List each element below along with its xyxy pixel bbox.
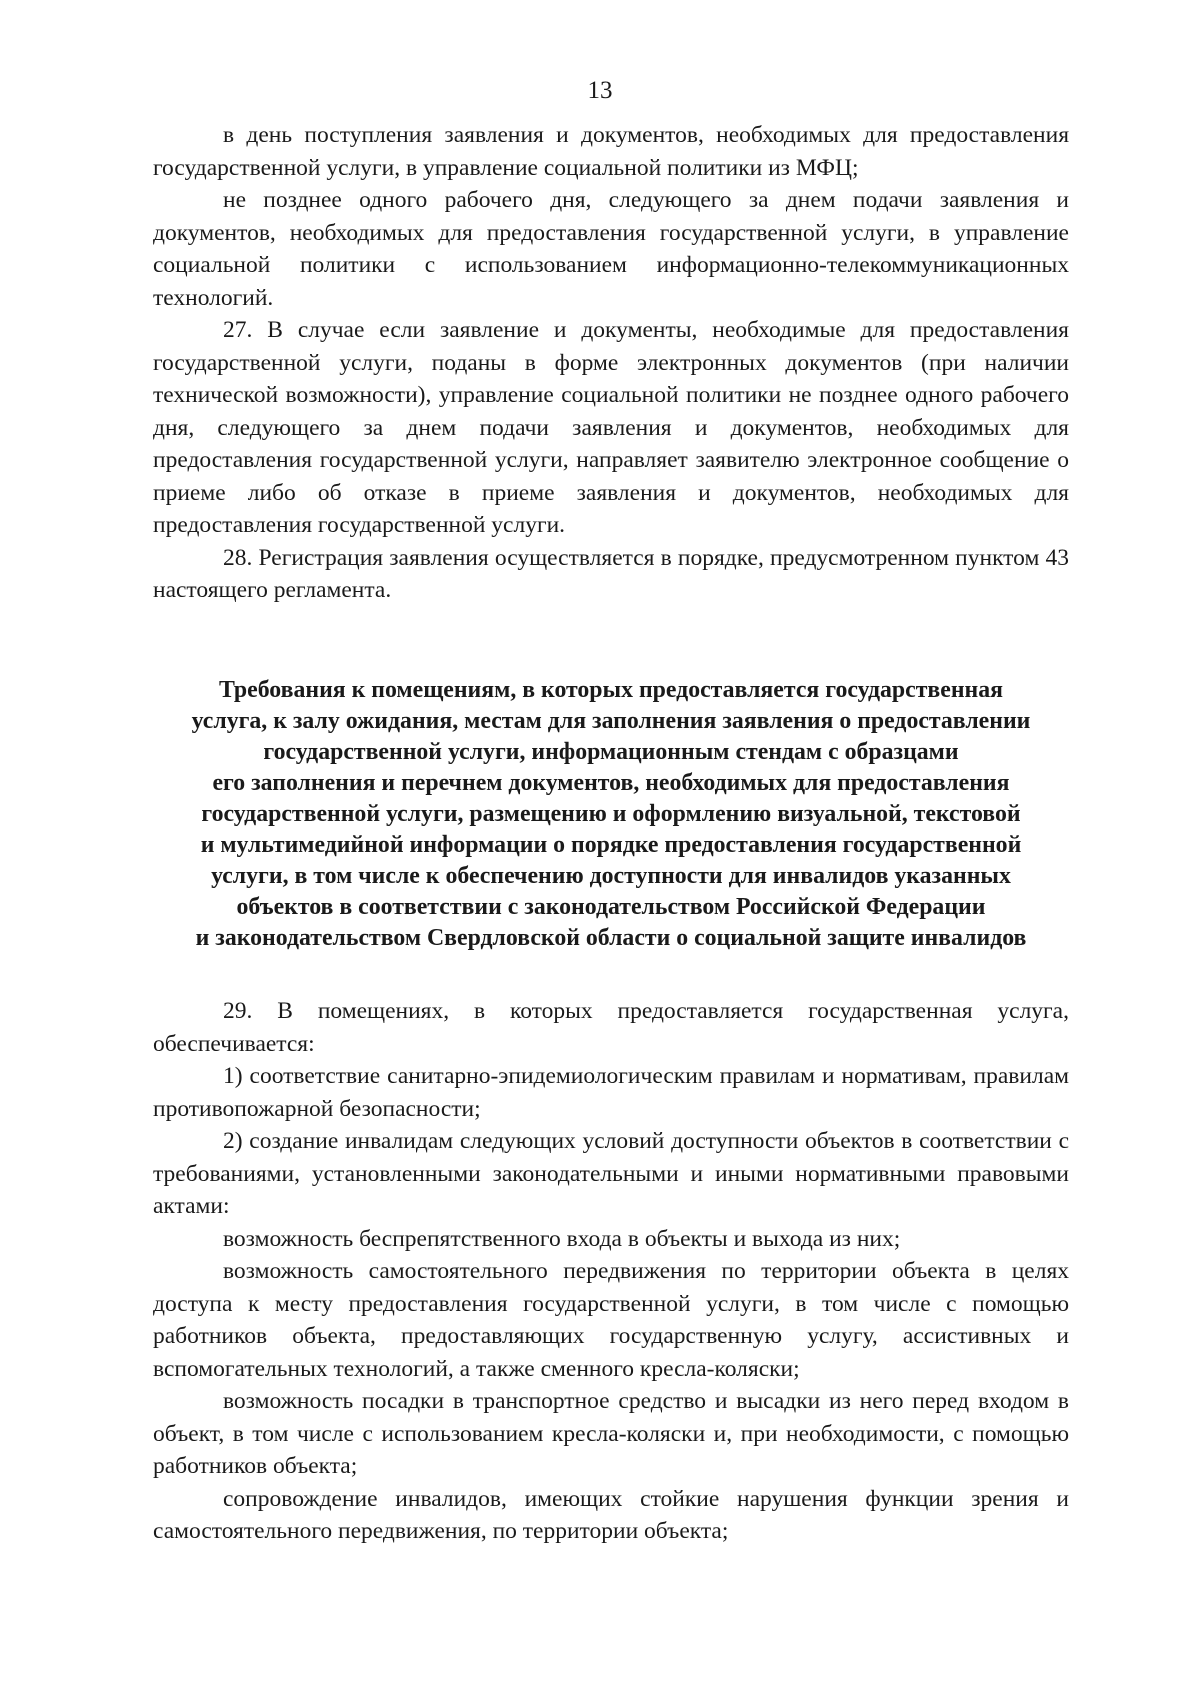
heading-line: и мультимедийной информации о порядке предоставления государственной [200,832,1022,858]
section-heading [130,675,1092,954]
paragraph: возможность самостоятельного передвижения по территории объекта в целях доступа к месту предоставления государственной услуги, в том числе с помощью работников объекта, предоставляющих государственную услугу, ассистивных и вспомогательных технологий, а также сменного кресла-коляски; [153,1258,1069,1382]
heading-line: объектов в соответствии с законодательством Российской Федерации [236,894,986,920]
paragraph: 2) создание инвалидам следующих условий доступности объектов в соответствии с требованиями, установленными законодательными и иными нормативными правовыми актами: [153,1128,1069,1219]
text-block-bottom [153,995,1069,1548]
heading-line: его заполнения и перечнем документов, необходимых для предоставления [212,770,1010,796]
heading-line: услуги, в том числе к обеспечению доступности для инвалидов указанных [211,863,1011,889]
heading-line: государственной услуги, размещению и оформлению визуальной, текстовой [201,801,1021,827]
paragraph: 29. В помещениях, в которых предоставляется государственная услуга, обеспечивается: [153,998,1069,1057]
heading-line: услуга, к залу ожидания, местам для заполнения заявления о предоставлении [191,708,1031,734]
paragraph: 27. В случае если заявление и документы, необходимые для предоставления государственной услуги, поданы в форме электронных документов (при наличии технической возможности), управление социальной политики не позднее одного рабочего дня, следующего за днем подачи заявления и документов, необходимых для предоставления государственной услуги, направляет заявителю электронное сообщение о приеме либо об отказе в приеме заявления и документов, необходимых для предоставления государственной услуги. [153,317,1069,538]
heading-line: Требования к помещениям, в которых предоставляется государственная [218,677,1004,703]
paragraph: 28. Регистрация заявления осуществляется в порядке, предусмотренном пунктом 43 настоящего регламента. [153,544,1069,603]
paragraph: возможность беспрепятственного входа в объекты и выхода из них; [223,1225,901,1252]
paragraph: в день поступления заявления и документов, необходимых для предоставления государственной услуги, в управление социальной политики из МФЦ; [153,122,1069,181]
paragraph: возможность посадки в транспортное средство и высадки из него перед входом в объект, в том числе с использованием кресла-коляски и, при необходимости, с помощью работников объекта; [153,1388,1069,1479]
paragraph: не позднее одного рабочего дня, следующего за днем подачи заявления и документов, необходимых для предоставления государственной услуги, в управление социальной политики с использованием информационно-телекоммуникационных технологий. [153,187,1069,311]
page-number: 13 [587,77,613,104]
heading-line: и законодательством Свердловской области о социальной защите инвалидов [195,925,1027,951]
paragraph: сопровождение инвалидов, имеющих стойкие нарушения функции зрения и самостоятельного передвижения, по территории объекта; [153,1485,1069,1544]
paragraph: 1) соответствие санитарно-эпидемиологическим правилам и нормативам, правилам противопожарной безопасности; [153,1063,1069,1122]
text-block-top [153,119,1069,607]
heading-line: государственной услуги, информационным стендам с образцами [263,739,959,765]
